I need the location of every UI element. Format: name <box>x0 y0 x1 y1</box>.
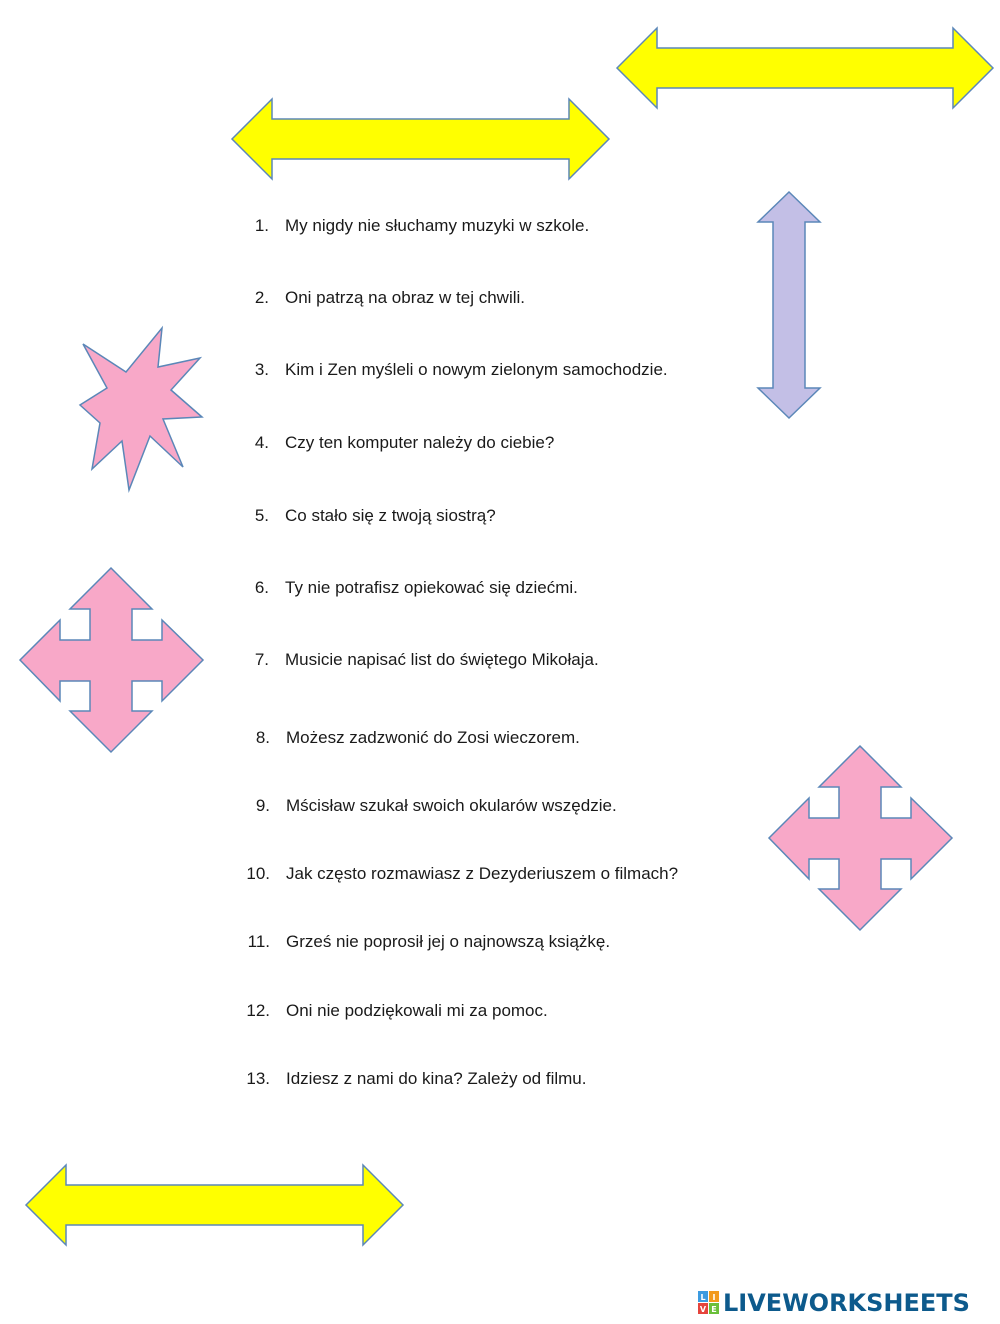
sentence-text: Możesz zadzwonić do Zosi wieczorem. <box>286 728 580 747</box>
sentence-7 <box>254 650 599 670</box>
logo-icon-letter: V <box>699 1305 707 1314</box>
sentence-10 <box>246 864 679 884</box>
sentence-text: Jak często rozmawiasz z Dezyderiuszem o filmach? <box>286 864 679 883</box>
sentence-text: Oni nie podziękowali mi za pomoc. <box>286 1001 548 1020</box>
sentence-number: 1. <box>254 216 269 235</box>
sentence-4 <box>254 433 555 453</box>
pink-four-way-arrow-right <box>769 746 952 930</box>
sentence-number: 9. <box>255 796 270 815</box>
sentence-13 <box>246 1069 587 1089</box>
sentence-text: Grześ nie poprosił jej o najnowszą książkę. <box>286 932 611 951</box>
sentence-number: 5. <box>254 506 269 525</box>
sentence-number: 3. <box>254 360 269 379</box>
sentence-text: Oni patrzą na obraz w tej chwili. <box>285 288 525 307</box>
sentence-number: 8. <box>255 728 270 747</box>
sentence-11 <box>247 932 611 952</box>
sentence-number: 6. <box>254 578 269 597</box>
liveworksheets-logo[interactable] <box>698 1289 970 1317</box>
sentence-3 <box>254 360 668 380</box>
pink-four-way-arrow-left <box>20 568 203 752</box>
sentence-number: 4. <box>254 433 269 452</box>
sentence-number: 10. <box>246 864 270 883</box>
liveworksheets-logo-text: LIVEWORKSHEETS <box>723 1289 970 1317</box>
sentence-text: Musicie napisać list do świętego Mikołaja. <box>285 650 599 669</box>
sentence-12 <box>246 1001 548 1021</box>
sentence-text: Co stało się z twoją siostrą? <box>285 506 496 525</box>
logo-icon-letter: I <box>712 1293 716 1302</box>
sentence-number: 7. <box>254 650 269 669</box>
sentence-text: Idziesz z nami do kina? Zależy od filmu. <box>286 1069 587 1088</box>
sentence-text: Mścisław szukał swoich okularów wszędzie. <box>286 796 617 815</box>
lavender-vertical-double-arrow <box>758 192 820 418</box>
sentence-9 <box>255 796 617 816</box>
sentence-8 <box>255 728 580 748</box>
logo-icon-letter: E <box>711 1305 717 1314</box>
logo-icon-letter: L <box>700 1293 706 1302</box>
sentence-number: 2. <box>254 288 269 307</box>
pink-starburst-shape <box>80 328 202 490</box>
sentence-1 <box>254 216 590 236</box>
sentence-text: My nigdy nie słuchamy muzyki w szkole. <box>285 216 590 235</box>
sentence-number: 11. <box>247 932 270 951</box>
sentence-text: Czy ten komputer należy do ciebie? <box>285 433 555 452</box>
sentence-5 <box>254 506 496 526</box>
sentence-2 <box>254 288 525 308</box>
sentence-text: Ty nie potrafisz opiekować się dziećmi. <box>285 578 578 597</box>
sentence-number: 13. <box>246 1069 270 1088</box>
liveworksheets-logo-icon <box>698 1291 720 1315</box>
yellow-double-arrow-top <box>232 99 609 179</box>
yellow-double-arrow-bottom <box>26 1165 403 1245</box>
sentence-text: Kim i Zen myśleli o nowym zielonym samochodzie. <box>285 360 668 379</box>
sentence-6 <box>254 578 578 598</box>
sentence-number: 12. <box>246 1001 270 1020</box>
yellow-double-arrow-top-right <box>617 28 993 108</box>
